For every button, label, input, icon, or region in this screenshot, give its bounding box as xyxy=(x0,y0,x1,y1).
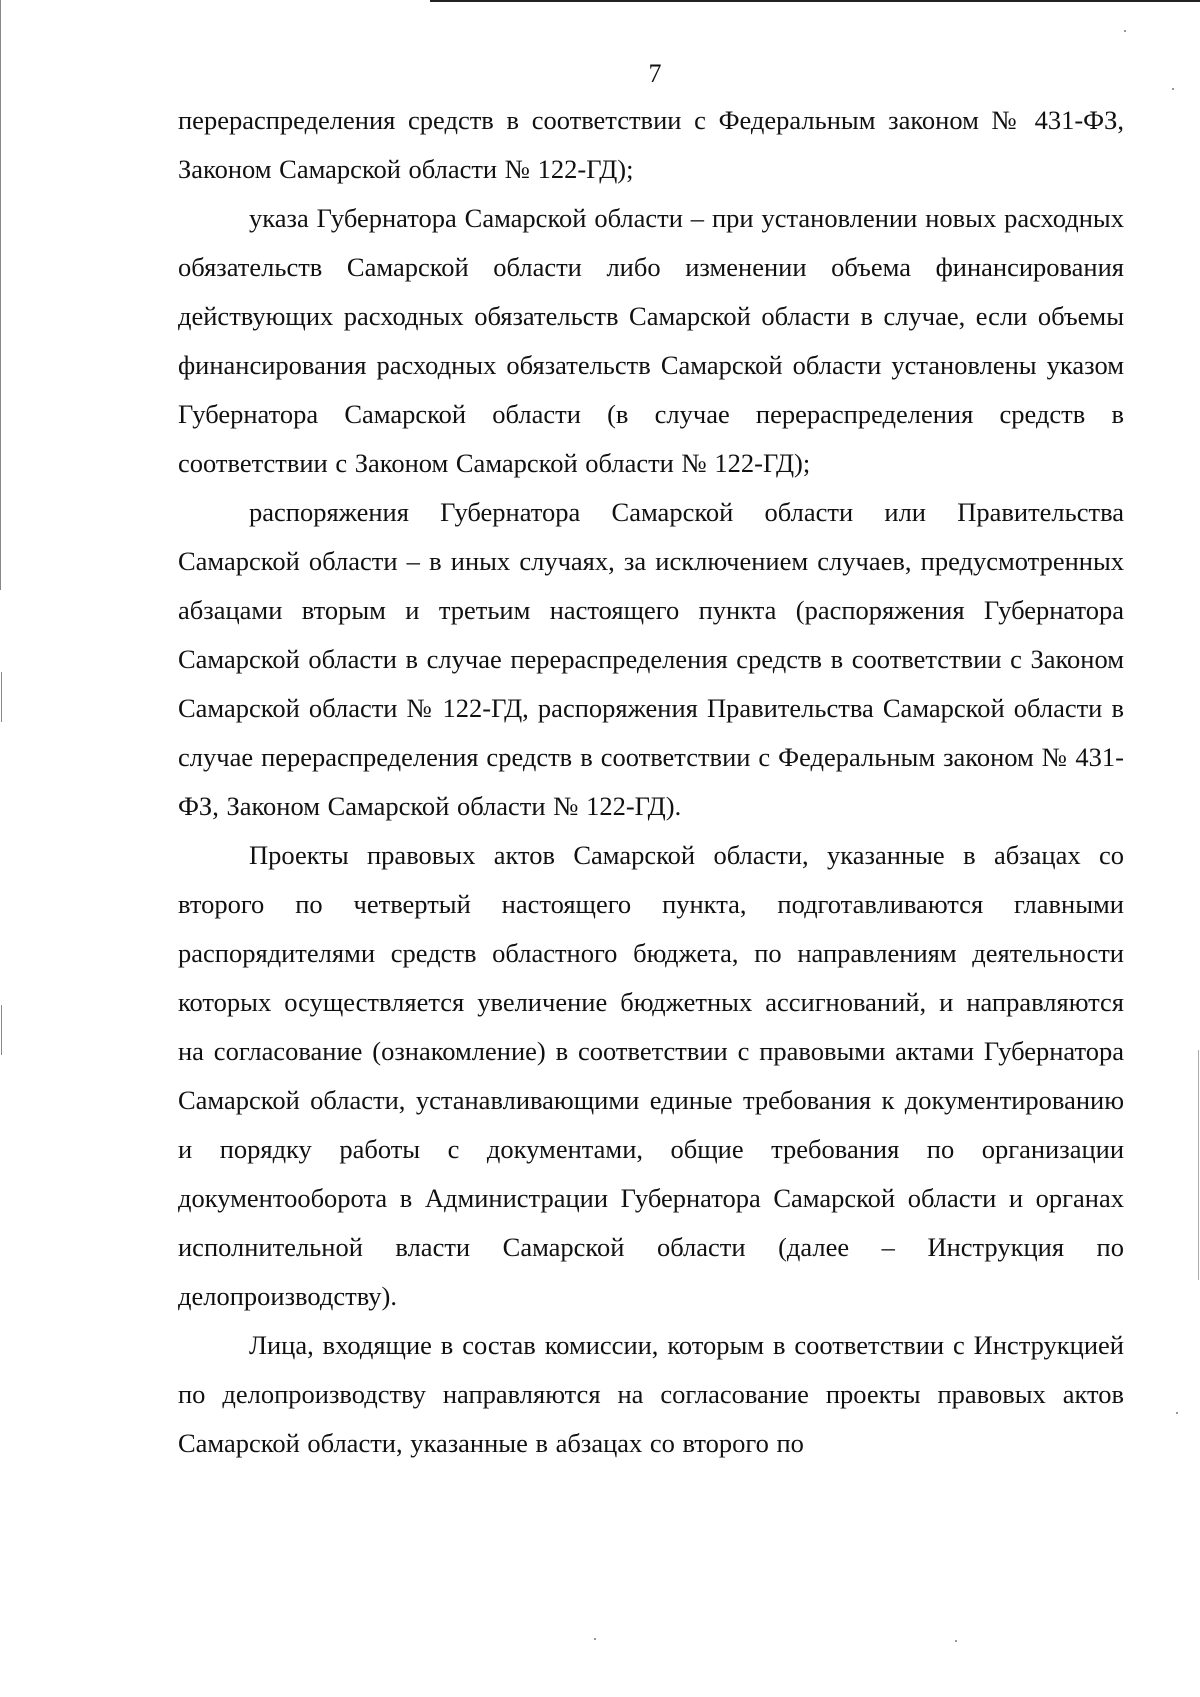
paragraph-governor-order: распоряжения Губернатора Самарской области или Правительства Самарской области – в иных случаях, за исключением случаев, предусмотренных абзацами вторым и третьим настоящего пункта (распоряжения Губернатора Самарской области в случае перераспределения средств в соответствии с Законом Самарской области № 122-ГД, распоряжения Правительства Самарской области в случае перераспределения средств в соответствии с Федеральным законом № 431-ФЗ, Законом Самарской области № 122-ГД). xyxy=(178,497,1124,821)
paragraph-commission-members: Лица, входящие в состав комиссии, которым в соответствии с Инструкцией по делопроизводству направляются на согласование проекты правовых актов Самарской области, указанные в абзацах со второго по xyxy=(178,1330,1124,1458)
scan-speck xyxy=(1124,30,1126,32)
scan-mark-left-2 xyxy=(1,1005,2,1055)
scan-mark-right xyxy=(1198,1050,1199,1280)
paragraph-draft-acts: Проекты правовых актов Самарской области, указанные в абзацах со второго по четвертый настоящего пункта, подготавливаются главными распорядителями средств областного бюджета, по направлениям деятельности которых осуществляется увеличение бюджетных ассигнований, и направляются на согласование (ознакомление) в соответствии с правовыми актами Губернатора Самарской области, устанавливающими единые требования к документированию и порядку работы с документами, общие требования по организации документооборота в Администрации Губернатора Самарской области и органах исполнительной власти Самарской области (далее – Инструкция по делопроизводству). xyxy=(178,840,1124,1311)
paragraph-continuation: перераспределения средств в соответствии с Федеральным законом № 431-ФЗ, Законом Самарской области № 122-ГД); xyxy=(178,105,1124,184)
document-body xyxy=(178,96,1124,1468)
scan-edge-top xyxy=(430,0,1200,2)
scan-speck xyxy=(1176,1412,1178,1414)
scan-mark-left-1 xyxy=(1,672,2,722)
scan-speck xyxy=(594,1638,596,1640)
page-number: 7 xyxy=(648,59,662,88)
paragraph-governor-decree: указа Губернатора Самарской области – при установлении новых расходных обязательств Самарской области либо изменении объема финансирования действующих расходных обязательств Самарской области в случае, если объемы финансирования расходных обязательств Самарской области установлены указом Губернатора Самарской области (в случае перераспределения средств в соответствии с Законом Самарской области № 122-ГД); xyxy=(178,203,1124,478)
scan-speck xyxy=(955,1640,957,1642)
